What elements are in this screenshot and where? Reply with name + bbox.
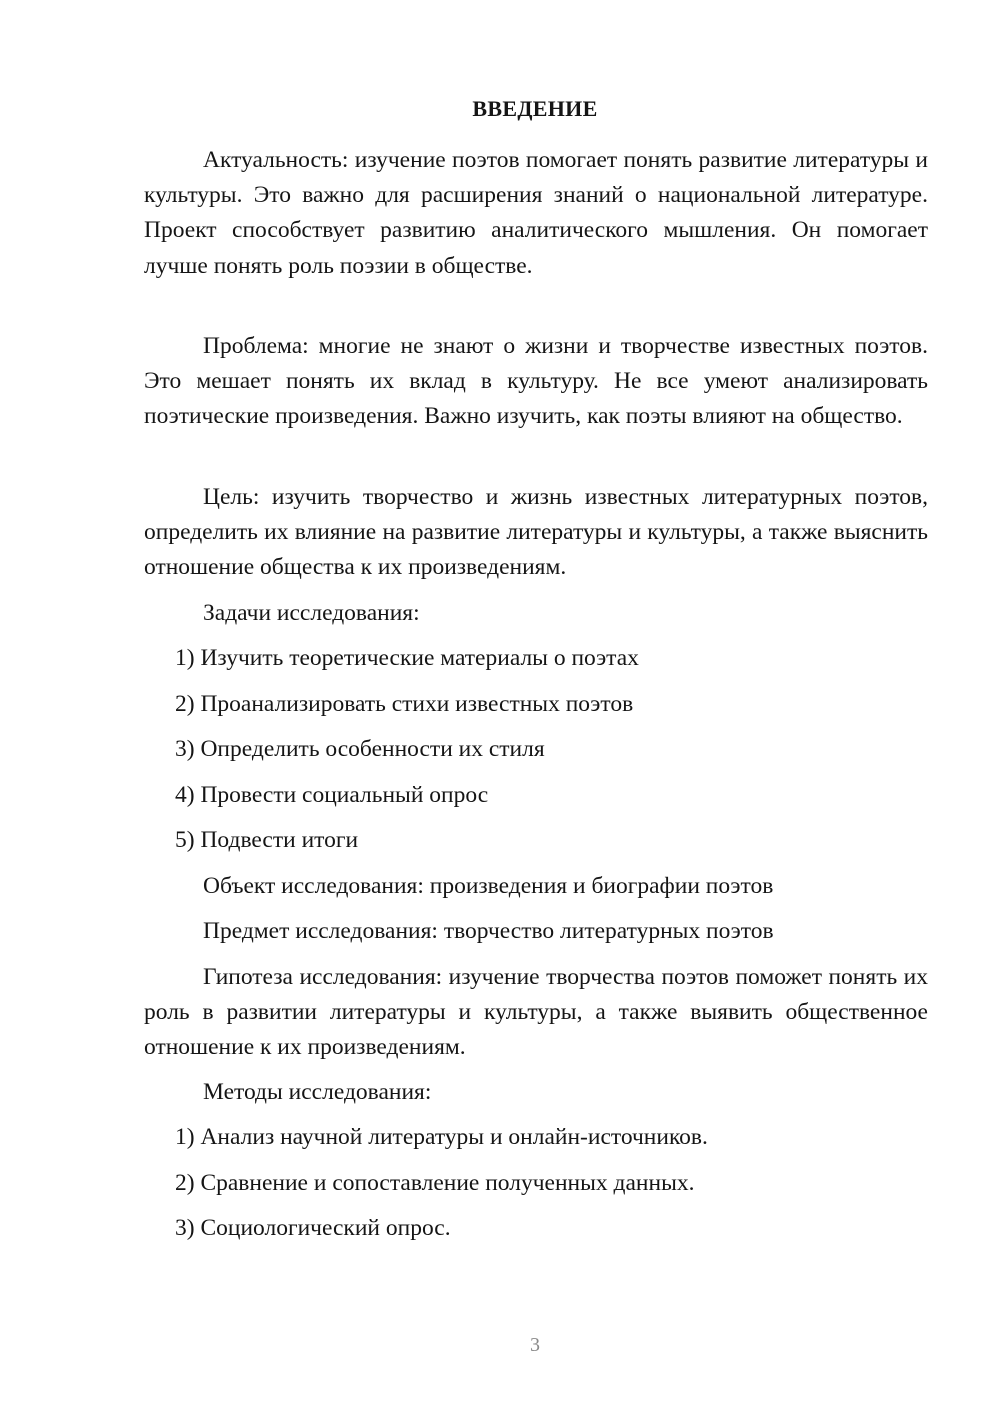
task-item: 3) Определить особенности их стиля <box>175 736 545 762</box>
methods-title: Методы исследования: <box>203 1079 432 1105</box>
method-item: 2) Сравнение и сопоставление полученных данных. <box>175 1170 695 1196</box>
task-item: 2) Проанализировать стихи известных поэтов <box>175 691 634 717</box>
method-item: 1) Анализ научной литературы и онлайн-источников. <box>175 1124 708 1150</box>
paragraph-goal: Цель: изучить творчество и жизнь известных литературных поэтов, определить их влияние на развитие литературы и культуры, а также выяснить отношение общества к их произведениям. <box>144 484 928 581</box>
tasks-title: Задачи исследования: <box>203 600 420 626</box>
research-object: Объект исследования: произведения и биографии поэтов <box>203 873 774 899</box>
page-heading: ВВЕДЕНИЕ <box>472 96 598 121</box>
paragraph-hypothesis: Гипотеза исследования: изучение творчества поэтов поможет понять их роль в развитии литературы и культуры, а также выявить общественное отношение к их произведениям. <box>144 964 928 1061</box>
page-number: 3 <box>530 1334 540 1356</box>
research-subject: Предмет исследования: творчество литературных поэтов <box>203 918 774 944</box>
task-item: 1) Изучить теоретические материалы о поэтах <box>175 645 639 671</box>
method-item: 3) Социологический опрос. <box>175 1215 451 1241</box>
task-item: 4) Провести социальный опрос <box>175 782 489 808</box>
task-item: 5) Подвести итоги <box>175 827 359 853</box>
paragraph-problem: Проблема: многие не знают о жизни и творчестве известных поэтов. Это мешает понять их вклад в культуру. Не все умеют анализировать поэтические произведения. Важно изучить, как поэты влияют на общество. <box>144 333 928 430</box>
paragraph-relevance: Актуальность: изучение поэтов помогает понять развитие литературы и культуры. Это важно для расширения знаний о национальной литературе. Проект способствует развитию аналитического мышления. Он помогает лучше понять роль поэзии в обществе. <box>144 147 928 279</box>
